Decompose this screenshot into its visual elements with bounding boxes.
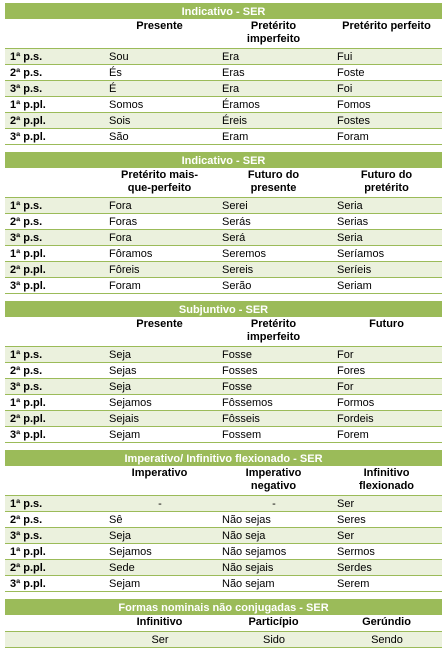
conjugation-cell: Sereis bbox=[216, 262, 331, 278]
conjugation-cell: Não seja bbox=[216, 528, 331, 544]
person-cell: 1ª p.pl. bbox=[5, 395, 103, 411]
conjugation-cell: Seremos bbox=[216, 246, 331, 262]
conjugation-cell: Seja bbox=[103, 379, 216, 395]
conjugation-cell: Não sejais bbox=[216, 560, 331, 576]
conjugation-cell: Sou bbox=[103, 49, 216, 65]
person-cell: 1ª p.s. bbox=[5, 198, 103, 214]
table-row bbox=[5, 262, 442, 278]
person-cell: 3ª p.pl. bbox=[5, 129, 103, 145]
conjugation-cell: Fomos bbox=[331, 97, 442, 113]
conjugation-cell: Seria bbox=[331, 198, 442, 214]
table-row bbox=[5, 49, 442, 65]
table-row bbox=[5, 363, 442, 379]
conjugation-cell: Serão bbox=[216, 278, 331, 294]
table-title: Indicativo - SER bbox=[5, 4, 442, 20]
conjugation-cell: Será bbox=[216, 230, 331, 246]
conjugation-cell: Serem bbox=[331, 576, 442, 592]
conjugation-cell: Fordeis bbox=[331, 411, 442, 427]
conjugation-cell: És bbox=[103, 65, 216, 81]
conjugation-cell: Fôssemos bbox=[216, 395, 331, 411]
person-cell: 1ª p.pl. bbox=[5, 97, 103, 113]
header-cell: Gerúndio bbox=[331, 615, 442, 632]
conjugation-cell: Fôreis bbox=[103, 262, 216, 278]
table-row bbox=[5, 65, 442, 81]
conjugation-cell: Seríeis bbox=[331, 262, 442, 278]
header-cell: Pretérito perfeito bbox=[331, 19, 442, 49]
conjugation-cell: Fôsseis bbox=[216, 411, 331, 427]
indicativo-table-1 bbox=[5, 3, 442, 145]
conjugation-cell: For bbox=[331, 379, 442, 395]
header-cell: Pretérito imperfeito bbox=[216, 317, 331, 347]
table-row bbox=[5, 632, 442, 648]
table-row bbox=[5, 560, 442, 576]
person-cell: 3ª p.pl. bbox=[5, 278, 103, 294]
conjugation-cell: Não sejamos bbox=[216, 544, 331, 560]
table-row bbox=[5, 576, 442, 592]
conjugation-cell: Sermos bbox=[331, 544, 442, 560]
table-title: Subjuntivo - SER bbox=[5, 302, 442, 318]
table-row bbox=[5, 97, 442, 113]
header-cell bbox=[5, 317, 103, 347]
imperativo-table bbox=[5, 450, 442, 592]
conjugation-cell: Serias bbox=[331, 214, 442, 230]
conjugation-cell: Seríamos bbox=[331, 246, 442, 262]
table-row bbox=[5, 278, 442, 294]
table-row bbox=[5, 512, 442, 528]
person-cell: 3ª p.s. bbox=[5, 81, 103, 97]
conjugation-cell: Não sejam bbox=[216, 576, 331, 592]
table-row bbox=[5, 129, 442, 145]
table-row bbox=[5, 81, 442, 97]
conjugation-cell: Éramos bbox=[216, 97, 331, 113]
header-cell: Futuro do presente bbox=[216, 168, 331, 198]
conjugation-cell: Sejais bbox=[103, 411, 216, 427]
person-cell: 2ª p.s. bbox=[5, 363, 103, 379]
conjugation-cell: Sido bbox=[216, 632, 331, 648]
conjugation-cell: Serás bbox=[216, 214, 331, 230]
indicativo-table-2 bbox=[5, 152, 442, 294]
table-row bbox=[5, 198, 442, 214]
conjugation-cell: Foste bbox=[331, 65, 442, 81]
person-cell: 3ª p.s. bbox=[5, 230, 103, 246]
table-row bbox=[5, 230, 442, 246]
conjugation-cell: Eras bbox=[216, 65, 331, 81]
conjugation-cell: Forem bbox=[331, 427, 442, 443]
conjugation-cell: Fosse bbox=[216, 347, 331, 363]
conjugation-cell: Sejamos bbox=[103, 395, 216, 411]
table-row bbox=[5, 214, 442, 230]
person-cell: 3ª p.pl. bbox=[5, 427, 103, 443]
header-cell: Presente bbox=[103, 19, 216, 49]
conjugation-cell: Era bbox=[216, 49, 331, 65]
conjugation-cell: Sejam bbox=[103, 576, 216, 592]
person-cell: 2ª p.s. bbox=[5, 512, 103, 528]
conjugation-cell: - bbox=[103, 496, 216, 512]
person-cell: 3ª p.s. bbox=[5, 379, 103, 395]
conjugation-cell: Fosses bbox=[216, 363, 331, 379]
conjugation-cell: Ser bbox=[331, 496, 442, 512]
header-cell bbox=[5, 19, 103, 49]
conjugation-cell: Sejam bbox=[103, 427, 216, 443]
conjugation-cell: Ser bbox=[103, 632, 216, 648]
header-cell: Infinitivo bbox=[103, 615, 216, 632]
header-cell: Pretérito imperfeito bbox=[216, 19, 331, 49]
table-row bbox=[5, 347, 442, 363]
conjugation-cell: Serdes bbox=[331, 560, 442, 576]
person-cell: 2ª p.pl. bbox=[5, 113, 103, 129]
person-cell: 2ª p.pl. bbox=[5, 411, 103, 427]
header-cell bbox=[5, 168, 103, 198]
conjugation-cell: Fostes bbox=[331, 113, 442, 129]
person-cell: 1ª p.s. bbox=[5, 49, 103, 65]
conjugation-cell: Fora bbox=[103, 230, 216, 246]
conjugation-cell: Seja bbox=[103, 528, 216, 544]
conjugation-cell: São bbox=[103, 129, 216, 145]
conjugation-cell: Ser bbox=[331, 528, 442, 544]
conjugation-cell: Fôramos bbox=[103, 246, 216, 262]
conjugation-cell: Serei bbox=[216, 198, 331, 214]
person-cell: 1ª p.s. bbox=[5, 347, 103, 363]
conjugation-cell: Seriam bbox=[331, 278, 442, 294]
table-row bbox=[5, 411, 442, 427]
conjugation-cell: Fui bbox=[331, 49, 442, 65]
table-row bbox=[5, 528, 442, 544]
formas-nominais-table bbox=[5, 599, 442, 648]
conjugation-cell: Somos bbox=[103, 97, 216, 113]
table-title: Imperativo/ Infinitivo flexionado - SER bbox=[5, 451, 442, 467]
person-cell bbox=[5, 632, 103, 648]
conjugation-cell: Eram bbox=[216, 129, 331, 145]
header-cell: Particípio bbox=[216, 615, 331, 632]
header-cell bbox=[5, 466, 103, 496]
person-cell: 2ª p.s. bbox=[5, 65, 103, 81]
table-row bbox=[5, 246, 442, 262]
conjugation-cell: Seria bbox=[331, 230, 442, 246]
person-cell: 1ª p.s. bbox=[5, 496, 103, 512]
conjugation-cell: Foram bbox=[103, 278, 216, 294]
header-cell: Pretérito mais- que-perfeito bbox=[103, 168, 216, 198]
header-cell: Presente bbox=[103, 317, 216, 347]
table-title: Indicativo - SER bbox=[5, 153, 442, 169]
conjugation-cell: Seres bbox=[331, 512, 442, 528]
header-cell: Imperativo bbox=[103, 466, 216, 496]
conjugation-cell: Sois bbox=[103, 113, 216, 129]
conjugation-cell: Foram bbox=[331, 129, 442, 145]
person-cell: 1ª p.pl. bbox=[5, 246, 103, 262]
conjugation-cell: É bbox=[103, 81, 216, 97]
person-cell: 3ª p.pl. bbox=[5, 576, 103, 592]
conjugation-cell: Sejas bbox=[103, 363, 216, 379]
conjugation-cell: Seja bbox=[103, 347, 216, 363]
conjugation-cell: Fossem bbox=[216, 427, 331, 443]
table-row bbox=[5, 496, 442, 512]
person-cell: 2ª p.pl. bbox=[5, 262, 103, 278]
conjugation-cell: For bbox=[331, 347, 442, 363]
table-row bbox=[5, 379, 442, 395]
conjugation-cell: - bbox=[216, 496, 331, 512]
conjugation-cell: Fora bbox=[103, 198, 216, 214]
conjugation-cell: Foras bbox=[103, 214, 216, 230]
table-row bbox=[5, 544, 442, 560]
conjugation-cell: Não sejas bbox=[216, 512, 331, 528]
conjugation-cell: Sê bbox=[103, 512, 216, 528]
conjugation-cell: Foi bbox=[331, 81, 442, 97]
person-cell: 2ª p.pl. bbox=[5, 560, 103, 576]
person-cell: 3ª p.s. bbox=[5, 528, 103, 544]
header-cell bbox=[5, 615, 103, 632]
header-cell: Imperativo negativo bbox=[216, 466, 331, 496]
person-cell: 1ª p.pl. bbox=[5, 544, 103, 560]
table-row bbox=[5, 113, 442, 129]
table-row bbox=[5, 427, 442, 443]
header-cell: Infinitivo flexionado bbox=[331, 466, 442, 496]
conjugation-cell: Sejamos bbox=[103, 544, 216, 560]
conjugation-cell: Fosse bbox=[216, 379, 331, 395]
header-cell: Futuro do pretérito bbox=[331, 168, 442, 198]
conjugation-cell: Éreis bbox=[216, 113, 331, 129]
person-cell: 2ª p.s. bbox=[5, 214, 103, 230]
subjuntivo-table bbox=[5, 301, 442, 443]
table-row bbox=[5, 395, 442, 411]
conjugation-cell: Sendo bbox=[331, 632, 442, 648]
conjugation-cell: Sede bbox=[103, 560, 216, 576]
header-cell: Futuro bbox=[331, 317, 442, 347]
conjugation-cell: Formos bbox=[331, 395, 442, 411]
conjugation-cell: Era bbox=[216, 81, 331, 97]
conjugation-cell: Fores bbox=[331, 363, 442, 379]
table-title: Formas nominais não conjugadas - SER bbox=[5, 600, 442, 616]
